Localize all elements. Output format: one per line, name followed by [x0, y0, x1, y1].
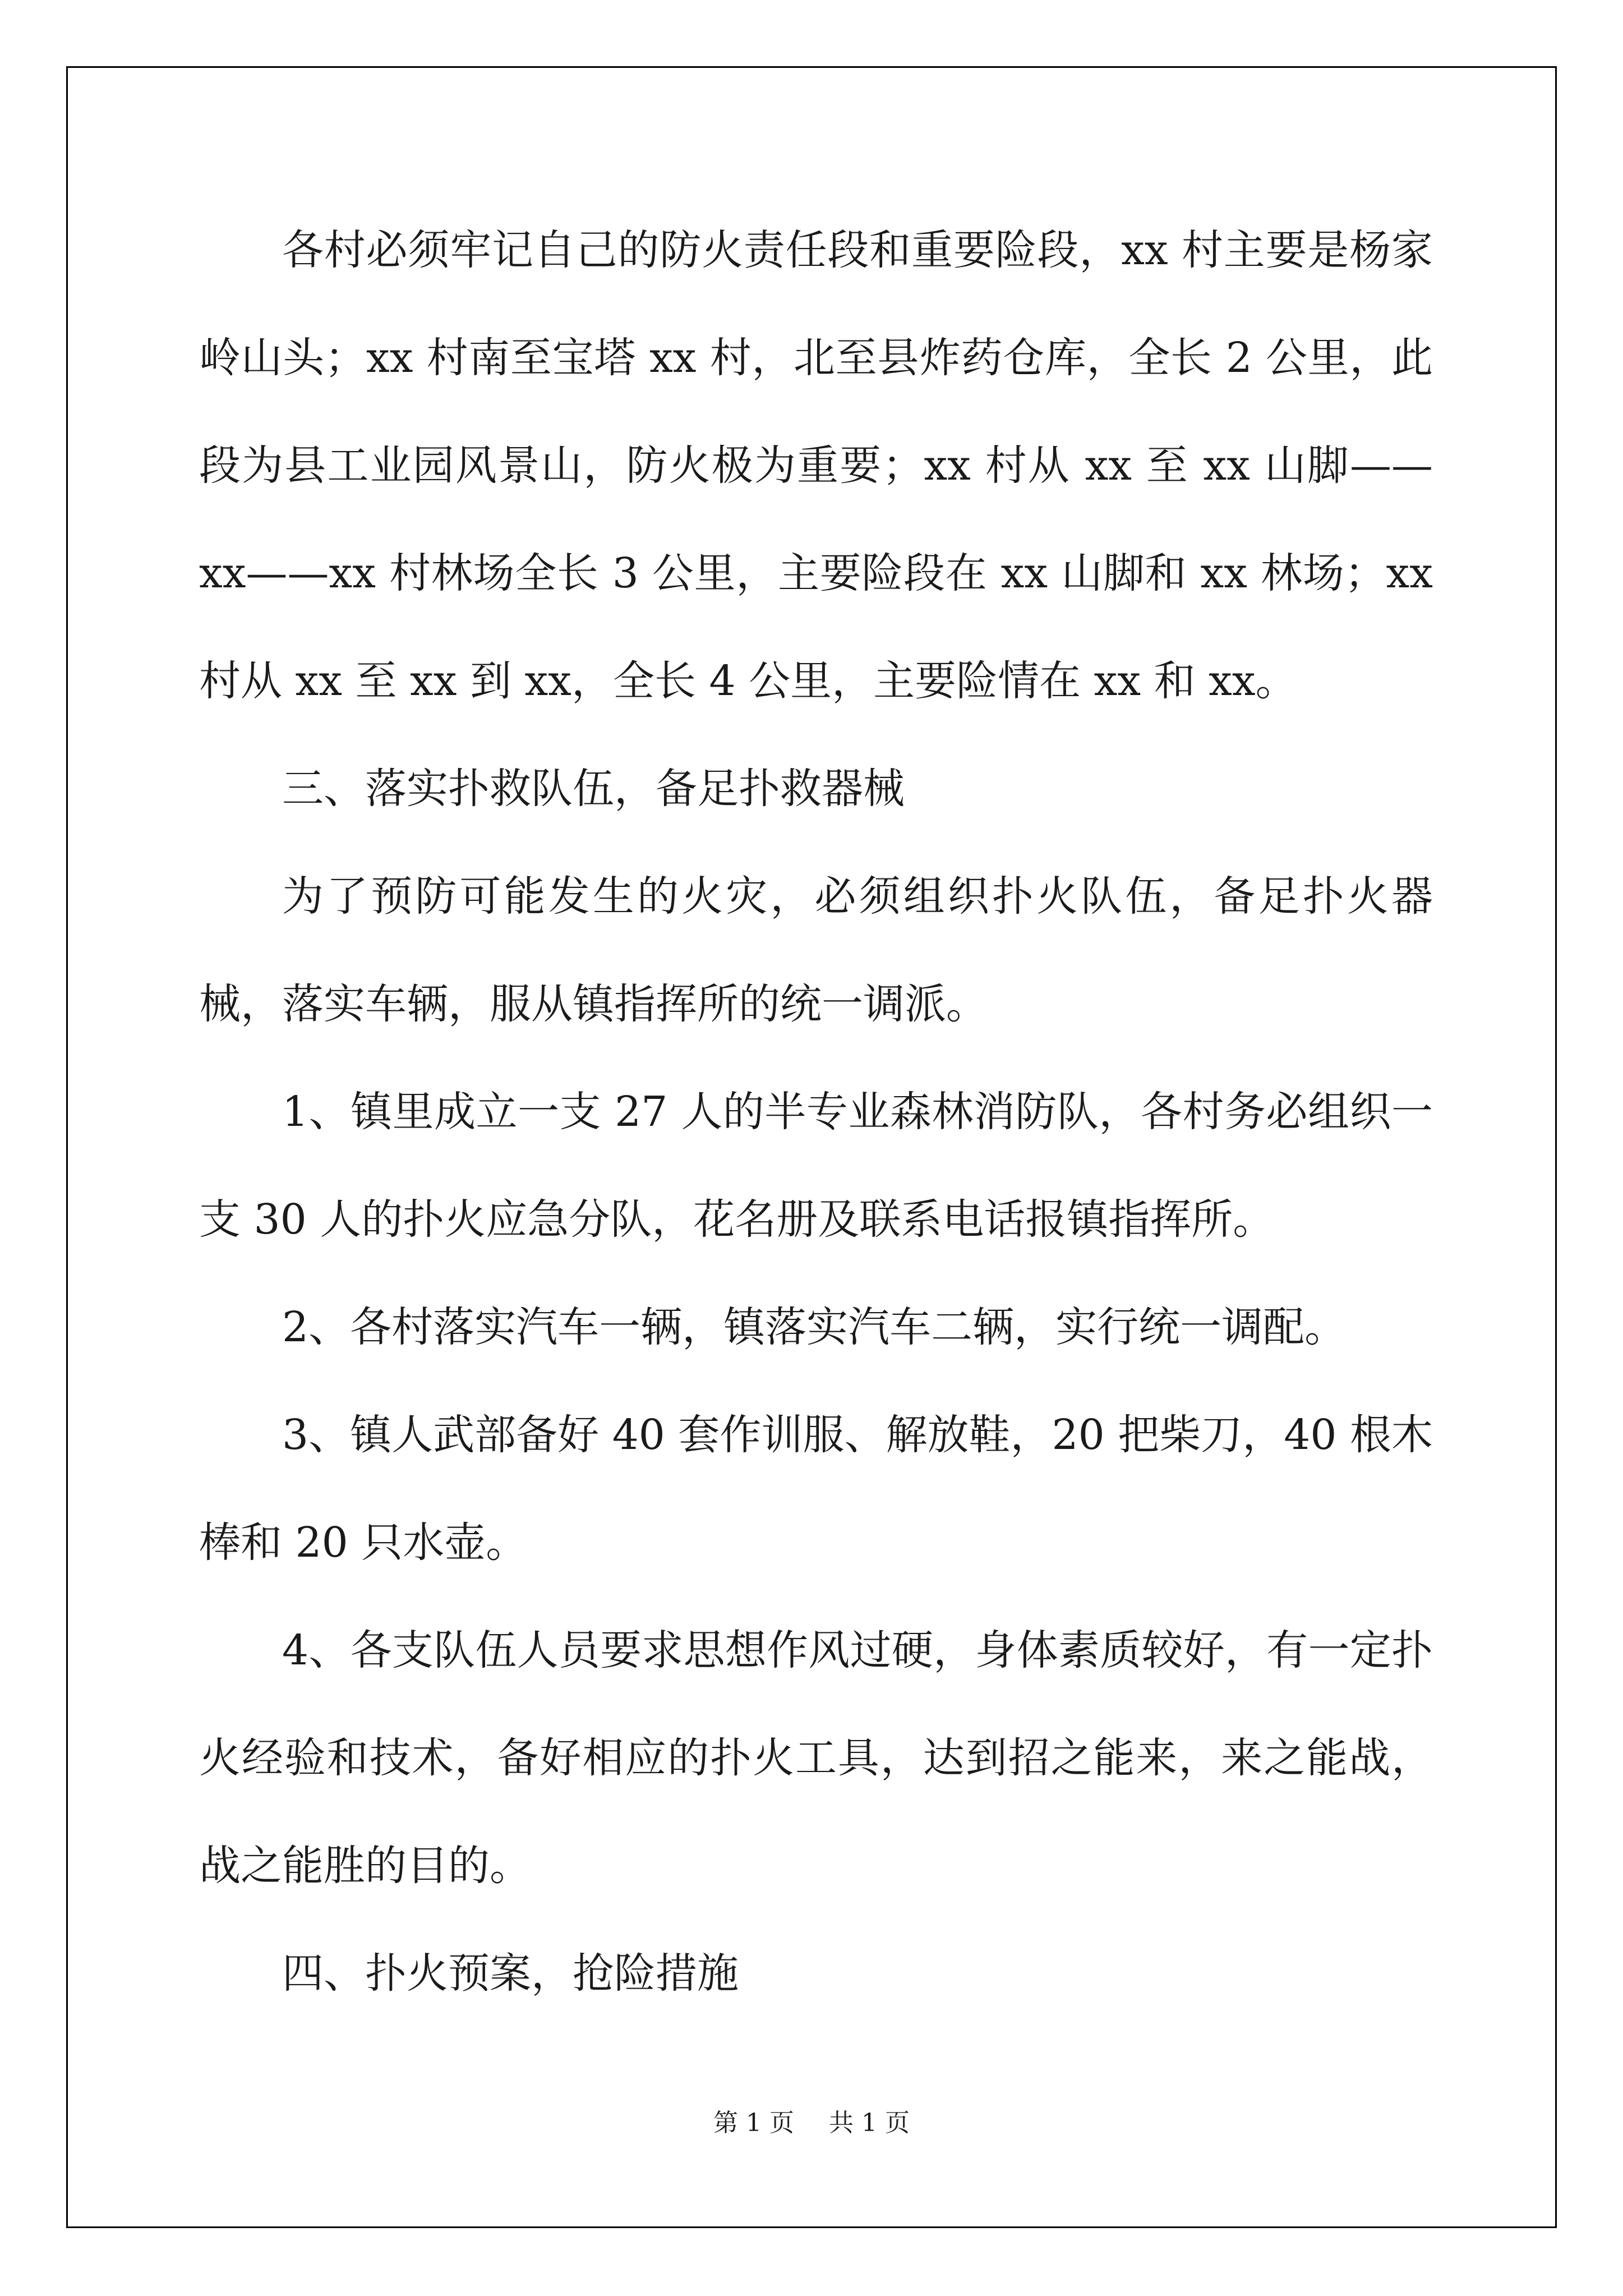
list-item-1: 1、镇里成立一支 27 人的半专业森林消防队，各村务必组织一支 30 人的扑火应急分队，花名册及联系电话报镇指挥所。	[199, 1088, 1433, 1244]
list-item-3: 3、镇人武部备好 40 套作训服、解放鞋，20 把柴刀，40 根木棒和 20 只水壶。	[199, 1411, 1433, 1567]
page-footer	[0, 2102, 1623, 2138]
page-total: 共 1 页	[829, 2109, 910, 2137]
document-body	[199, 196, 1433, 2027]
paragraph-fire-responsibility-sections: 各村必须牢记自己的防火责任段和重要险段，xx 村主要是杨家岭山头；xx 村南至宝塔 xx 村，北至县炸药仓库，全长 2 公里，此段为县工业园风景山，防火极为重要；xx 村从 xx 至 xx 山脚——xx——xx 村林场全长 3 公里，主要险段在 xx 山脚和 xx 林场；xx 村从 xx 至 xx 到 xx，全长 4 公里，主要险情在 xx 和 xx。	[199, 226, 1433, 705]
list-item-4: 4、各支队伍人员要求思想作风过硬，身体素质较好，有一定扑火经验和技术，备好相应的扑火工具，达到招之能来，来之能战，战之能胜的目的。	[199, 1626, 1433, 1890]
paragraph-prevention-intro: 为了预防可能发生的火灾，必须组织扑火队伍，备足扑火器械，落实车辆，服从镇指挥所的统一调派。	[199, 872, 1433, 1028]
page-number: 第 1 页	[713, 2109, 794, 2137]
heading-section-three: 三、落实扑救队伍，备足扑救器械	[282, 765, 905, 813]
heading-section-four: 四、扑火预案，抢险措施	[282, 1949, 739, 1998]
list-item-2: 2、各村落实汽车一辆，镇落实汽车二辆，实行统一调配。	[282, 1303, 1347, 1351]
